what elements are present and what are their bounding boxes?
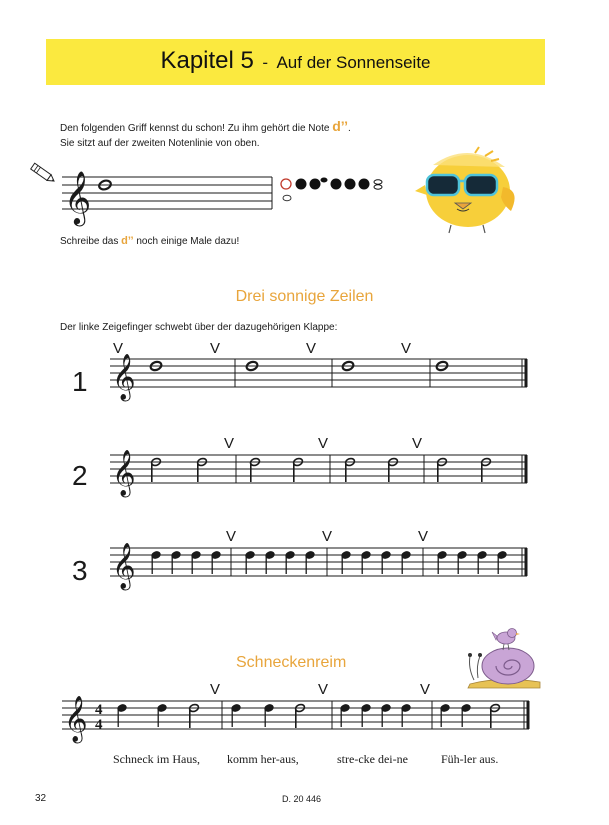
breath-mark: V bbox=[318, 681, 329, 698]
row-number-2: 2 bbox=[72, 460, 88, 491]
breath-mark: V bbox=[420, 681, 431, 698]
write-instruction: Schreibe das d’’ noch einige Male dazu! bbox=[60, 235, 240, 247]
breath-mark: V bbox=[322, 528, 333, 545]
practice-staff[interactable] bbox=[62, 169, 274, 229]
treble-clef: 𝄞 bbox=[112, 450, 136, 496]
chapter-subtitle: Auf der Sonnenseite bbox=[276, 53, 431, 72]
chick-sunglasses-illustration bbox=[413, 145, 523, 235]
lyric-phrase-1: Schneck im Haus, bbox=[113, 752, 200, 766]
section-title-schneckenreim: Schneckenreim bbox=[236, 654, 347, 671]
breath-mark: V bbox=[412, 435, 423, 452]
staff-row-2 bbox=[110, 450, 530, 500]
treble-clef: 𝄞 bbox=[64, 170, 92, 224]
publisher-code: D. 20 446 bbox=[282, 794, 322, 804]
page-number: 32 bbox=[35, 793, 47, 804]
pencil-icon bbox=[28, 160, 58, 186]
treble-clef: 𝄞 bbox=[64, 696, 88, 742]
intro-line-2: Sie sitzt auf der zweiten Notenlinie von oben. bbox=[60, 138, 260, 149]
time-signature-bottom: 4 bbox=[95, 717, 103, 733]
lyric-phrase-4: Füh-ler aus. bbox=[441, 752, 499, 766]
chapter-banner bbox=[46, 39, 545, 85]
staff-row-1 bbox=[110, 354, 530, 404]
row-number-3: 3 bbox=[72, 555, 88, 586]
section-title-drei-sonnige-zeilen: Drei sonnige Zeilen bbox=[235, 288, 374, 305]
lyric-phrase-3: stre-cke dei-ne bbox=[337, 752, 408, 766]
breath-mark: V bbox=[306, 340, 317, 357]
breath-mark: V bbox=[418, 528, 429, 545]
section-instruction: Der linke Zeigefinger schwebt über der dazugehörigen Klappe: bbox=[60, 322, 338, 333]
time-signature-top: 4 bbox=[95, 702, 103, 718]
breath-mark: V bbox=[401, 340, 412, 357]
breath-mark: V bbox=[226, 528, 237, 545]
note-name-highlight-2: d’’ bbox=[121, 235, 134, 247]
breath-mark: V bbox=[318, 435, 329, 452]
breath-mark: V bbox=[210, 681, 221, 698]
intro-line-1: Den folgenden Griff kennst du schon! Zu ihm gehört die Note d’’. bbox=[60, 118, 351, 134]
note-name-highlight: d’’ bbox=[332, 118, 349, 134]
breath-mark: V bbox=[113, 340, 124, 357]
treble-clef: 𝄞 bbox=[112, 543, 136, 589]
row-number-1: 1 bbox=[72, 366, 88, 397]
fingering-chart bbox=[279, 175, 399, 207]
treble-clef: 𝄞 bbox=[112, 354, 136, 400]
snail-bird-illustration bbox=[460, 620, 545, 690]
breath-mark: V bbox=[210, 340, 221, 357]
fingering-hole-open bbox=[281, 179, 291, 189]
staff-schneckenreim bbox=[62, 696, 532, 746]
banner-separator: - bbox=[262, 53, 268, 72]
banner-text bbox=[46, 47, 545, 75]
chapter-title: Kapitel 5 bbox=[160, 47, 254, 74]
breath-mark: V bbox=[224, 435, 235, 452]
staff-row-3 bbox=[110, 543, 530, 593]
lyric-phrase-2: komm her-aus, bbox=[227, 752, 299, 766]
